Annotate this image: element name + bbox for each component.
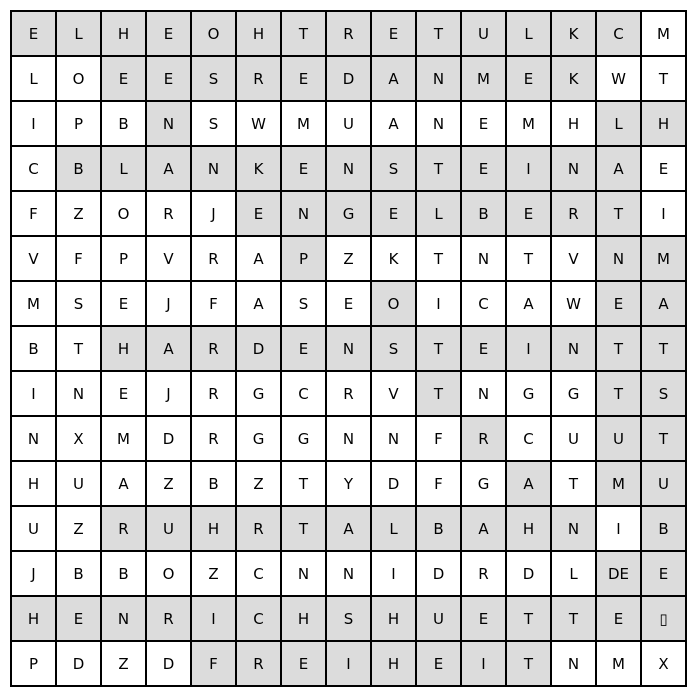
grid-cell-r9-c12[interactable]: U xyxy=(552,417,597,462)
grid-cell-r0-c2[interactable]: H xyxy=(102,12,147,57)
grid-cell-r3-c8[interactable]: S xyxy=(372,147,417,192)
grid-cell-r9-c3[interactable]: D xyxy=(147,417,192,462)
grid-cell-r14-c0[interactable]: P xyxy=(12,642,57,687)
grid-cell-r7-c7[interactable]: N xyxy=(327,327,372,372)
grid-cell-r7-c10[interactable]: E xyxy=(462,327,507,372)
grid-cell-r4-c10[interactable]: B xyxy=(462,192,507,237)
grid-cell-r9-c9[interactable]: F xyxy=(417,417,462,462)
grid-cell-r1-c6[interactable]: E xyxy=(282,57,327,102)
grid-cell-r4-c12[interactable]: R xyxy=(552,192,597,237)
grid-cell-r1-c7[interactable]: D xyxy=(327,57,372,102)
grid-cell-r0-c13[interactable]: C xyxy=(597,12,642,57)
grid-cell-r3-c14[interactable]: E xyxy=(642,147,687,192)
grid-cell-r9-c11[interactable]: C xyxy=(507,417,552,462)
grid-cell-r1-c0[interactable]: L xyxy=(12,57,57,102)
grid-cell-r1-c1[interactable]: O xyxy=(57,57,102,102)
grid-cell-r8-c13[interactable]: T xyxy=(597,372,642,417)
grid-cell-r9-c4[interactable]: R xyxy=(192,417,237,462)
grid-cell-r0-c1[interactable]: L xyxy=(57,12,102,57)
grid-cell-r8-c2[interactable]: E xyxy=(102,372,147,417)
grid-cell-r7-c12[interactable]: N xyxy=(552,327,597,372)
grid-cell-r8-c12[interactable]: G xyxy=(552,372,597,417)
grid-cell-r8-c5[interactable]: G xyxy=(237,372,282,417)
grid-cell-r6-c8[interactable]: O xyxy=(372,282,417,327)
grid-cell-r3-c6[interactable]: E xyxy=(282,147,327,192)
grid-cell-r2-c14[interactable]: H xyxy=(642,102,687,147)
grid-cell-r11-c8[interactable]: L xyxy=(372,507,417,552)
grid-cell-r6-c14[interactable]: A xyxy=(642,282,687,327)
grid-cell-r2-c1[interactable]: P xyxy=(57,102,102,147)
grid-cell-r7-c6[interactable]: E xyxy=(282,327,327,372)
grid-cell-r5-c5[interactable]: A xyxy=(237,237,282,282)
grid-cell-r7-c9[interactable]: T xyxy=(417,327,462,372)
grid-cell-r7-c4[interactable]: R xyxy=(192,327,237,372)
grid-cell-r10-c11[interactable]: A xyxy=(507,462,552,507)
grid-cell-r10-c3[interactable]: Z xyxy=(147,462,192,507)
grid-cell-r1-c14[interactable]: T xyxy=(642,57,687,102)
grid-cell-r2-c10[interactable]: E xyxy=(462,102,507,147)
grid-cell-r9-c8[interactable]: N xyxy=(372,417,417,462)
grid-cell-r6-c11[interactable]: A xyxy=(507,282,552,327)
grid-cell-r13-c3[interactable]: R xyxy=(147,597,192,642)
grid-cell-r7-c2[interactable]: H xyxy=(102,327,147,372)
grid-cell-r7-c3[interactable]: A xyxy=(147,327,192,372)
grid-cell-r8-c7[interactable]: R xyxy=(327,372,372,417)
grid-cell-r13-c1[interactable]: E xyxy=(57,597,102,642)
grid-cell-r10-c8[interactable]: D xyxy=(372,462,417,507)
grid-cell-r5-c0[interactable]: V xyxy=(12,237,57,282)
grid-cell-r1-c5[interactable]: R xyxy=(237,57,282,102)
grid-cell-r2-c8[interactable]: A xyxy=(372,102,417,147)
grid-cell-r12-c4[interactable]: Z xyxy=(192,552,237,597)
grid-cell-r13-c2[interactable]: N xyxy=(102,597,147,642)
grid-cell-r10-c13[interactable]: M xyxy=(597,462,642,507)
grid-cell-r9-c14[interactable]: T xyxy=(642,417,687,462)
grid-cell-r14-c13[interactable]: M xyxy=(597,642,642,687)
grid-cell-r1-c10[interactable]: M xyxy=(462,57,507,102)
grid-cell-r3-c13[interactable]: A xyxy=(597,147,642,192)
grid-cell-r2-c9[interactable]: N xyxy=(417,102,462,147)
grid-cell-r13-c0[interactable]: H xyxy=(12,597,57,642)
grid-cell-r5-c13[interactable]: N xyxy=(597,237,642,282)
grid-cell-r7-c14[interactable]: T xyxy=(642,327,687,372)
grid-cell-r6-c13[interactable]: E xyxy=(597,282,642,327)
grid-cell-r8-c9[interactable]: T xyxy=(417,372,462,417)
grid-cell-r8-c11[interactable]: G xyxy=(507,372,552,417)
grid-cell-r8-c8[interactable]: V xyxy=(372,372,417,417)
grid-cell-r2-c5[interactable]: W xyxy=(237,102,282,147)
grid-cell-r5-c1[interactable]: F xyxy=(57,237,102,282)
grid-cell-r6-c3[interactable]: J xyxy=(147,282,192,327)
grid-cell-r14-c5[interactable]: R xyxy=(237,642,282,687)
grid-cell-r3-c4[interactable]: N xyxy=(192,147,237,192)
grid-cell-r9-c1[interactable]: X xyxy=(57,417,102,462)
grid-cell-r10-c14[interactable]: U xyxy=(642,462,687,507)
grid-cell-r14-c7[interactable]: I xyxy=(327,642,372,687)
grid-cell-r3-c7[interactable]: N xyxy=(327,147,372,192)
grid-cell-r0-c9[interactable]: T xyxy=(417,12,462,57)
grid-cell-r8-c1[interactable]: N xyxy=(57,372,102,417)
grid-cell-r4-c1[interactable]: Z xyxy=(57,192,102,237)
grid-cell-r4-c8[interactable]: E xyxy=(372,192,417,237)
grid-cell-r5-c4[interactable]: R xyxy=(192,237,237,282)
grid-cell-r6-c12[interactable]: W xyxy=(552,282,597,327)
grid-cell-r13-c14[interactable]: ▯ xyxy=(642,597,687,642)
grid-cell-r9-c0[interactable]: N xyxy=(12,417,57,462)
grid-cell-r9-c10[interactable]: R xyxy=(462,417,507,462)
grid-cell-r1-c3[interactable]: E xyxy=(147,57,192,102)
grid-cell-r5-c3[interactable]: V xyxy=(147,237,192,282)
grid-cell-r3-c11[interactable]: I xyxy=(507,147,552,192)
grid-cell-r0-c6[interactable]: T xyxy=(282,12,327,57)
grid-cell-r0-c8[interactable]: E xyxy=(372,12,417,57)
grid-cell-r1-c9[interactable]: N xyxy=(417,57,462,102)
grid-cell-r14-c2[interactable]: Z xyxy=(102,642,147,687)
grid-cell-r14-c11[interactable]: T xyxy=(507,642,552,687)
grid-cell-r10-c12[interactable]: T xyxy=(552,462,597,507)
grid-cell-r10-c10[interactable]: G xyxy=(462,462,507,507)
grid-cell-r8-c6[interactable]: C xyxy=(282,372,327,417)
grid-cell-r6-c5[interactable]: A xyxy=(237,282,282,327)
grid-cell-r11-c0[interactable]: U xyxy=(12,507,57,552)
grid-cell-r5-c12[interactable]: V xyxy=(552,237,597,282)
grid-cell-r3-c3[interactable]: A xyxy=(147,147,192,192)
grid-cell-r3-c10[interactable]: E xyxy=(462,147,507,192)
grid-cell-r14-c14[interactable]: X xyxy=(642,642,687,687)
grid-cell-r6-c10[interactable]: C xyxy=(462,282,507,327)
grid-cell-r5-c9[interactable]: T xyxy=(417,237,462,282)
grid-cell-r11-c2[interactable]: R xyxy=(102,507,147,552)
grid-cell-r10-c2[interactable]: A xyxy=(102,462,147,507)
grid-cell-r4-c9[interactable]: L xyxy=(417,192,462,237)
grid-cell-r1-c13[interactable]: W xyxy=(597,57,642,102)
grid-cell-r13-c13[interactable]: E xyxy=(597,597,642,642)
grid-cell-r2-c11[interactable]: M xyxy=(507,102,552,147)
grid-cell-r5-c14[interactable]: M xyxy=(642,237,687,282)
grid-cell-r0-c4[interactable]: O xyxy=(192,12,237,57)
grid-cell-r12-c0[interactable]: J xyxy=(12,552,57,597)
grid-cell-r13-c11[interactable]: T xyxy=(507,597,552,642)
grid-cell-r12-c12[interactable]: L xyxy=(552,552,597,597)
grid-cell-r3-c12[interactable]: N xyxy=(552,147,597,192)
grid-cell-r6-c2[interactable]: E xyxy=(102,282,147,327)
grid-cell-r11-c14[interactable]: B xyxy=(642,507,687,552)
grid-cell-r9-c2[interactable]: M xyxy=(102,417,147,462)
grid-cell-r13-c9[interactable]: U xyxy=(417,597,462,642)
grid-cell-r10-c9[interactable]: F xyxy=(417,462,462,507)
grid-cell-r5-c7[interactable]: Z xyxy=(327,237,372,282)
grid-cell-r9-c7[interactable]: N xyxy=(327,417,372,462)
grid-cell-r12-c2[interactable]: B xyxy=(102,552,147,597)
grid-cell-r13-c8[interactable]: H xyxy=(372,597,417,642)
grid-cell-r1-c4[interactable]: S xyxy=(192,57,237,102)
word-search-grid xyxy=(10,10,687,687)
grid-cell-r5-c10[interactable]: N xyxy=(462,237,507,282)
grid-cell-r3-c5[interactable]: K xyxy=(237,147,282,192)
grid-cell-r14-c4[interactable]: F xyxy=(192,642,237,687)
grid-cell-r2-c4[interactable]: S xyxy=(192,102,237,147)
grid-cell-r12-c8[interactable]: I xyxy=(372,552,417,597)
grid-cell-r14-c6[interactable]: E xyxy=(282,642,327,687)
grid-cell-r5-c8[interactable]: K xyxy=(372,237,417,282)
grid-cell-r4-c2[interactable]: O xyxy=(102,192,147,237)
grid-cell-r4-c7[interactable]: G xyxy=(327,192,372,237)
grid-cell-r3-c0[interactable]: C xyxy=(12,147,57,192)
grid-cell-r12-c3[interactable]: O xyxy=(147,552,192,597)
grid-cell-r12-c11[interactable]: D xyxy=(507,552,552,597)
grid-cell-r9-c6[interactable]: G xyxy=(282,417,327,462)
grid-cell-r10-c6[interactable]: T xyxy=(282,462,327,507)
grid-cell-r13-c10[interactable]: E xyxy=(462,597,507,642)
grid-cell-r11-c5[interactable]: R xyxy=(237,507,282,552)
grid-cell-r14-c12[interactable]: N xyxy=(552,642,597,687)
grid-cell-r11-c9[interactable]: B xyxy=(417,507,462,552)
grid-cell-r4-c6[interactable]: N xyxy=(282,192,327,237)
grid-cell-r12-c10[interactable]: R xyxy=(462,552,507,597)
grid-cell-r0-c10[interactable]: U xyxy=(462,12,507,57)
grid-cell-r11-c11[interactable]: H xyxy=(507,507,552,552)
grid-cell-r10-c5[interactable]: Z xyxy=(237,462,282,507)
grid-cell-r9-c13[interactable]: U xyxy=(597,417,642,462)
grid-cell-r3-c2[interactable]: L xyxy=(102,147,147,192)
grid-cell-r0-c14[interactable]: M xyxy=(642,12,687,57)
grid-cell-r7-c5[interactable]: D xyxy=(237,327,282,372)
grid-cell-r6-c0[interactable]: M xyxy=(12,282,57,327)
grid-cell-r13-c12[interactable]: T xyxy=(552,597,597,642)
grid-cell-r5-c2[interactable]: P xyxy=(102,237,147,282)
grid-cell-r8-c4[interactable]: R xyxy=(192,372,237,417)
grid-cell-r14-c3[interactable]: D xyxy=(147,642,192,687)
grid-cell-r2-c3[interactable]: N xyxy=(147,102,192,147)
grid-cell-r13-c6[interactable]: H xyxy=(282,597,327,642)
grid-cell-r7-c13[interactable]: T xyxy=(597,327,642,372)
grid-cell-r13-c4[interactable]: I xyxy=(192,597,237,642)
grid-cell-r7-c11[interactable]: I xyxy=(507,327,552,372)
grid-cell-r4-c13[interactable]: T xyxy=(597,192,642,237)
grid-cell-r13-c5[interactable]: C xyxy=(237,597,282,642)
grid-cell-r11-c4[interactable]: H xyxy=(192,507,237,552)
grid-cell-r2-c13[interactable]: L xyxy=(597,102,642,147)
grid-cell-r7-c1[interactable]: T xyxy=(57,327,102,372)
grid-cell-r8-c14[interactable]: S xyxy=(642,372,687,417)
grid-cell-r14-c1[interactable]: D xyxy=(57,642,102,687)
grid-cell-r11-c6[interactable]: T xyxy=(282,507,327,552)
grid-cell-r4-c4[interactable]: J xyxy=(192,192,237,237)
grid-cell-r10-c0[interactable]: H xyxy=(12,462,57,507)
grid-cell-r10-c7[interactable]: Y xyxy=(327,462,372,507)
grid-cell-r6-c9[interactable]: I xyxy=(417,282,462,327)
grid-cell-r1-c2[interactable]: E xyxy=(102,57,147,102)
grid-cell-r2-c7[interactable]: U xyxy=(327,102,372,147)
grid-cell-r3-c1[interactable]: B xyxy=(57,147,102,192)
grid-cell-r14-c8[interactable]: H xyxy=(372,642,417,687)
grid-cell-r4-c11[interactable]: E xyxy=(507,192,552,237)
grid-cell-r12-c13[interactable]: DE xyxy=(597,552,642,597)
grid-cell-r11-c13[interactable]: I xyxy=(597,507,642,552)
grid-cell-r12-c6[interactable]: N xyxy=(282,552,327,597)
grid-cell-r4-c5[interactable]: E xyxy=(237,192,282,237)
grid-cell-r13-c7[interactable]: S xyxy=(327,597,372,642)
grid-cell-r11-c12[interactable]: N xyxy=(552,507,597,552)
grid-cell-r8-c0[interactable]: I xyxy=(12,372,57,417)
grid-cell-r2-c0[interactable]: I xyxy=(12,102,57,147)
grid-cell-r6-c1[interactable]: S xyxy=(57,282,102,327)
grid-cell-r0-c5[interactable]: H xyxy=(237,12,282,57)
grid-cell-r3-c9[interactable]: T xyxy=(417,147,462,192)
grid-cell-r11-c10[interactable]: A xyxy=(462,507,507,552)
grid-cell-r6-c6[interactable]: S xyxy=(282,282,327,327)
grid-cell-r12-c14[interactable]: E xyxy=(642,552,687,597)
grid-cell-r1-c8[interactable]: A xyxy=(372,57,417,102)
grid-cell-r11-c7[interactable]: A xyxy=(327,507,372,552)
grid-cell-r2-c2[interactable]: B xyxy=(102,102,147,147)
grid-cell-r14-c10[interactable]: I xyxy=(462,642,507,687)
grid-cell-r12-c9[interactable]: D xyxy=(417,552,462,597)
grid-cell-r2-c12[interactable]: H xyxy=(552,102,597,147)
grid-cell-r9-c5[interactable]: G xyxy=(237,417,282,462)
grid-cell-r0-c7[interactable]: R xyxy=(327,12,372,57)
grid-cell-r7-c0[interactable]: B xyxy=(12,327,57,372)
grid-cell-r1-c12[interactable]: K xyxy=(552,57,597,102)
grid-cell-r1-c11[interactable]: E xyxy=(507,57,552,102)
grid-cell-r12-c5[interactable]: C xyxy=(237,552,282,597)
grid-cell-r4-c0[interactable]: F xyxy=(12,192,57,237)
grid-cell-r11-c3[interactable]: U xyxy=(147,507,192,552)
grid-cell-r8-c10[interactable]: N xyxy=(462,372,507,417)
grid-cell-r0-c3[interactable]: E xyxy=(147,12,192,57)
grid-cell-r12-c7[interactable]: N xyxy=(327,552,372,597)
grid-cell-r2-c6[interactable]: M xyxy=(282,102,327,147)
grid-cell-r5-c11[interactable]: T xyxy=(507,237,552,282)
grid-cell-r4-c14[interactable]: I xyxy=(642,192,687,237)
grid-cell-r10-c1[interactable]: U xyxy=(57,462,102,507)
grid-cell-r7-c8[interactable]: S xyxy=(372,327,417,372)
grid-cell-r6-c7[interactable]: E xyxy=(327,282,372,327)
grid-cell-r14-c9[interactable]: E xyxy=(417,642,462,687)
grid-cell-r0-c0[interactable]: E xyxy=(12,12,57,57)
grid-cell-r4-c3[interactable]: R xyxy=(147,192,192,237)
grid-cell-r0-c12[interactable]: K xyxy=(552,12,597,57)
grid-cell-r12-c1[interactable]: B xyxy=(57,552,102,597)
grid-cell-r6-c4[interactable]: F xyxy=(192,282,237,327)
grid-cell-r0-c11[interactable]: L xyxy=(507,12,552,57)
grid-cell-r10-c4[interactable]: B xyxy=(192,462,237,507)
grid-cell-r8-c3[interactable]: J xyxy=(147,372,192,417)
grid-cell-r11-c1[interactable]: Z xyxy=(57,507,102,552)
grid-cell-r5-c6[interactable]: P xyxy=(282,237,327,282)
